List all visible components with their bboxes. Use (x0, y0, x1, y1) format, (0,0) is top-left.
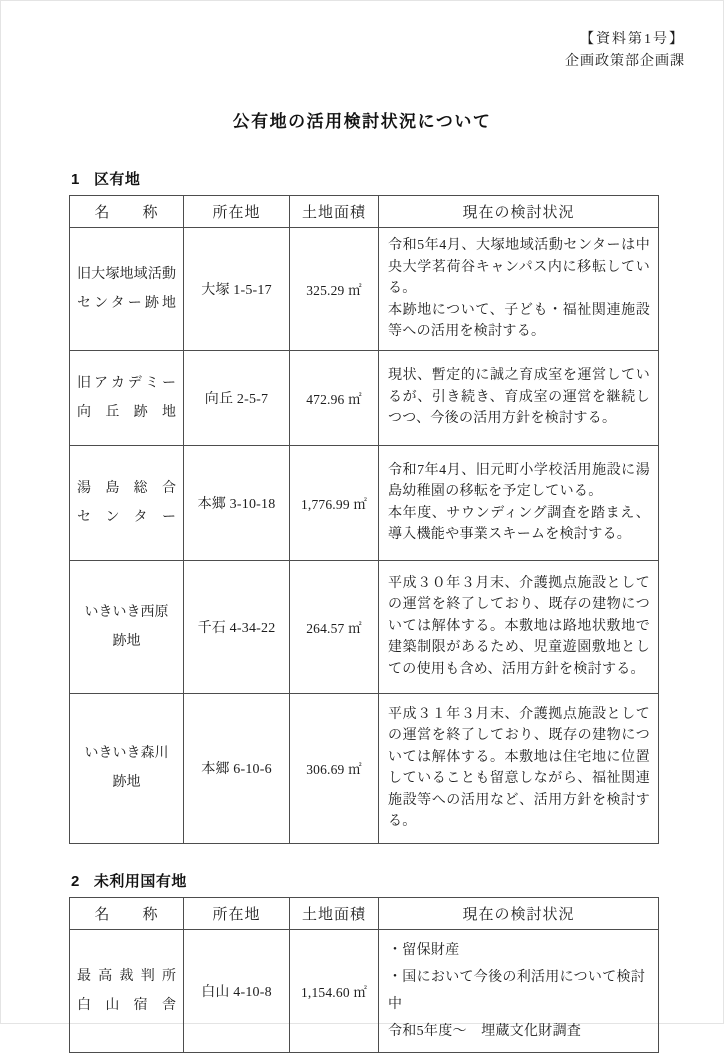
site-name-line: 湯島総合 (77, 480, 176, 496)
section-number: 1 (71, 171, 80, 188)
site-status-paragraph: ・留保財産 (388, 942, 460, 958)
site-name-line: 白山宿舎 (77, 997, 176, 1013)
site-address: 白山 4-10-8 (184, 929, 290, 1052)
column-header: 土地面積 (290, 897, 379, 929)
column-header: 名 称 (70, 897, 184, 929)
site-name-cell (70, 228, 184, 351)
site-name-line: 最高裁判所 (77, 968, 176, 984)
section-number: 2 (71, 872, 80, 890)
land-row (70, 929, 659, 1052)
page-title: 公有地の活用検討状況について (232, 112, 492, 131)
site-area: 1,776.99 ㎡ (290, 445, 379, 560)
site-status-cell (379, 693, 659, 843)
table-header-row (70, 196, 659, 228)
site-name-cell (70, 560, 184, 693)
site-status-cell (379, 228, 659, 351)
site-address: 千石 4-34-22 (184, 560, 290, 693)
site-name-line: 旧アカデミー (77, 375, 176, 391)
site-status-paragraph: 令和7年4月、旧元町小学校活用施設に湯島幼稚園の移転を予定している。 (388, 462, 650, 499)
site-address: 本郷 6-10-6 (184, 693, 290, 843)
site-status-cell (379, 560, 659, 693)
site-status-cell (379, 929, 659, 1052)
site-status-paragraph: ・国において今後の利活用について検討中 (388, 969, 646, 1012)
land-row (70, 560, 659, 693)
column-header: 名 称 (70, 196, 184, 228)
site-name-line: 旧大塚地域活動 (77, 266, 176, 282)
doc-number-label: 【資料第1号】 (580, 32, 685, 47)
land-row (70, 228, 659, 351)
site-name-line: センター跡地 (77, 295, 176, 311)
site-status-paragraph: 令和5年4月、大塚地域活動センターは中央大学茗荷谷キャンパス内に移転している。 (388, 238, 650, 296)
site-area: 472.96 ㎡ (290, 350, 379, 445)
land-table (69, 195, 659, 844)
site-status-paragraph: 本年度、サウンディング調査を踏まえ、導入機能や事業スキームを検討する。 (388, 505, 650, 542)
site-status-cell (379, 445, 659, 560)
site-name-line: 跡地 (112, 633, 141, 649)
land-row (70, 693, 659, 843)
site-address: 本郷 3-10-18 (184, 445, 290, 560)
land-row (70, 350, 659, 445)
site-status-cell (379, 350, 659, 445)
table-header-row (70, 897, 659, 929)
column-header: 所在地 (184, 196, 290, 228)
section-heading-label: 未利用国有地 (93, 872, 187, 890)
site-area: 264.57 ㎡ (290, 560, 379, 693)
site-status-paragraph: 現状、暫定的に誠之育成室を運営しているが、引き続き、育成室の運営を継続しつつ、今後の活用方針を検討する。 (388, 368, 650, 427)
site-name-line: いきいき西原 (84, 604, 169, 620)
site-address: 大塚 1-5-17 (184, 228, 290, 351)
site-area: 306.69 ㎡ (290, 693, 379, 843)
section-heading (71, 168, 658, 189)
doc-department-label: 企画政策部企画課 (565, 54, 685, 69)
section-heading-label: 区有地 (93, 171, 141, 188)
site-name-cell (70, 350, 184, 445)
site-status-paragraph: 平成３０年３月末、介護拠点施設としての運営を終了しており、既存の建物については解体する。本敷地は路地状敷地で建築制限があるため、児童遊園敷地としての使用も含め、活用方針を検討する。 (388, 575, 650, 677)
site-address: 向丘 2-5-7 (184, 350, 290, 445)
site-name-line: センター (77, 509, 176, 525)
land-row (70, 445, 659, 560)
section-heading (71, 870, 658, 891)
document-header (1, 1, 723, 73)
site-name-line: いきいき森川 (84, 746, 169, 761)
column-header: 現在の検討状況 (379, 196, 659, 228)
site-name-line: 向丘跡地 (77, 404, 176, 420)
site-status-paragraph: 令和5年度～ 埋蔵文化財調査 (388, 1023, 582, 1039)
site-name-cell (70, 929, 184, 1052)
land-table (69, 897, 659, 1053)
site-area: 1,154.60 ㎡ (290, 929, 379, 1052)
site-status-paragraph: 平成３１年３月末、介護拠点施設としての運営を終了しており、既存の建物については解体する。本敷地は住宅地に位置していることも留意しながら、福祉関連施設等への活用など、活用方針を検討する。 (388, 706, 650, 829)
site-status-paragraph: 本跡地について、子ども・福祉関連施設等への活用を検討する。 (388, 302, 650, 339)
document-body (69, 168, 658, 1053)
section-1 (69, 168, 658, 844)
section-2 (69, 870, 658, 1053)
column-header: 現在の検討状況 (379, 897, 659, 929)
site-area: 325.29 ㎡ (290, 228, 379, 351)
column-header: 所在地 (184, 897, 290, 929)
site-name-cell (70, 445, 184, 560)
column-header: 土地面積 (290, 196, 379, 228)
site-name-cell (70, 693, 184, 843)
site-name-line: 跡地 (112, 775, 141, 790)
